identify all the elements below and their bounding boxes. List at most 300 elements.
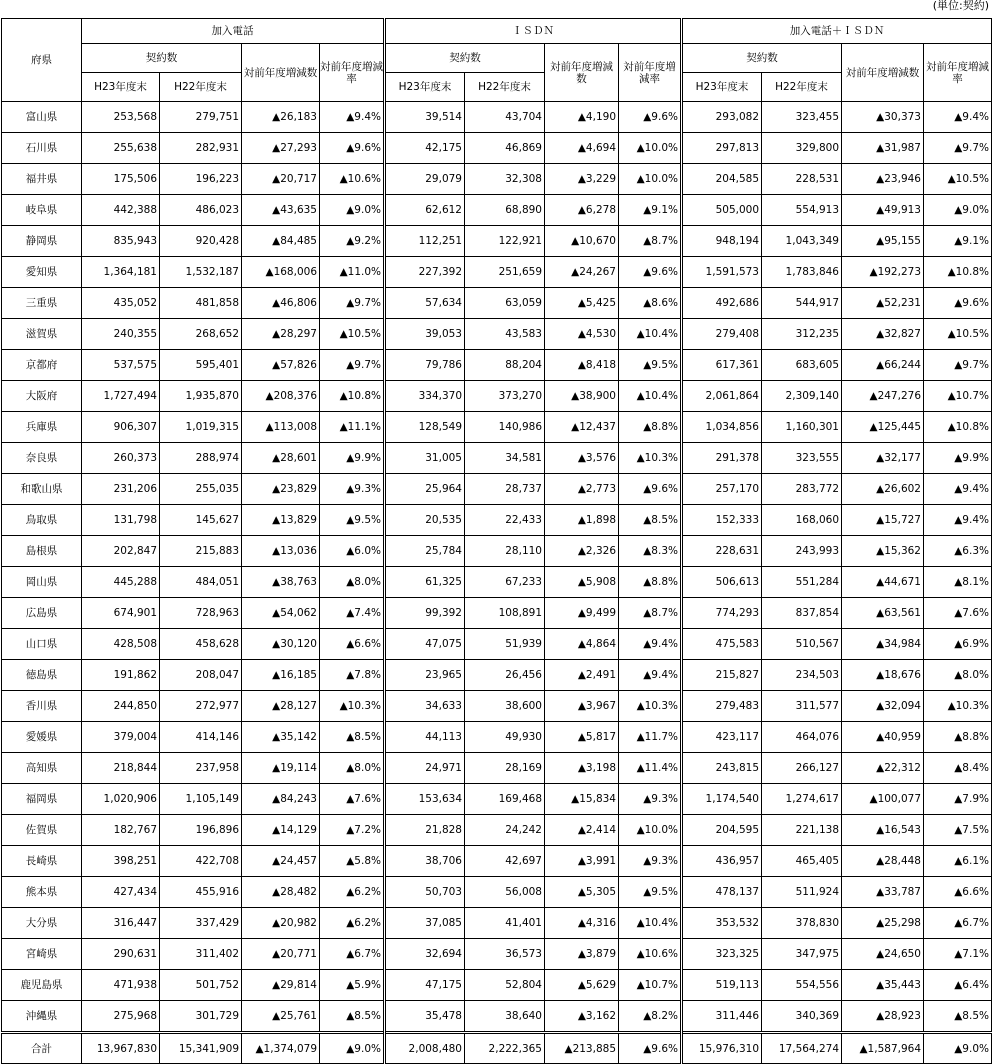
cell-isdn-h23: 50,703 — [385, 877, 465, 908]
cell-isdn-rate: ▲10.4% — [619, 319, 682, 350]
cell-pref-name: 徳島県 — [2, 660, 82, 691]
table-row — [2, 908, 992, 939]
cell-total-diff: ▲28,923 — [842, 1001, 924, 1033]
cell-isdn-h23: 25,784 — [385, 536, 465, 567]
cell-total-diff: ▲33,787 — [842, 877, 924, 908]
cell-total-diff: ▲100,077 — [842, 784, 924, 815]
cell-total-h23: 506,613 — [682, 567, 762, 598]
cell-total-rate: ▲8.5% — [924, 1001, 992, 1033]
cell-phone-rate: ▲11.0% — [320, 257, 385, 288]
header-h23: H23年度末 — [82, 73, 160, 102]
cell-isdn-diff: ▲3,991 — [545, 846, 619, 877]
cell-phone-h22: 337,429 — [160, 908, 242, 939]
cell-isdn-h23: 25,964 — [385, 474, 465, 505]
cell-total-h22: 510,567 — [762, 629, 842, 660]
cell-isdn-diff: ▲15,834 — [545, 784, 619, 815]
header-group-phone: 加入電話 — [82, 19, 385, 44]
cell-isdn-h22: 373,270 — [465, 381, 545, 412]
cell-total-diff: ▲63,561 — [842, 598, 924, 629]
cell-total-h23: 257,170 — [682, 474, 762, 505]
cell-phone-diff: ▲14,129 — [242, 815, 320, 846]
cell-phone-h23: 175,506 — [82, 164, 160, 195]
cell-total-h23: 436,957 — [682, 846, 762, 877]
table-row — [2, 102, 992, 133]
cell-total-h22: 1,783,846 — [762, 257, 842, 288]
cell-total-h23: 1,174,540 — [682, 784, 762, 815]
cell-pref-name: 奈良県 — [2, 443, 82, 474]
cell-isdn-h22: 51,939 — [465, 629, 545, 660]
cell-isdn-h22: 41,401 — [465, 908, 545, 939]
cell-phone-rate: ▲10.5% — [320, 319, 385, 350]
cell-total-h23: 279,408 — [682, 319, 762, 350]
cell-total-h22: 544,917 — [762, 288, 842, 319]
cell-phone-rate: ▲10.6% — [320, 164, 385, 195]
cell-total-rate: ▲10.7% — [924, 381, 992, 412]
cell-phone-rate: ▲8.0% — [320, 753, 385, 784]
cell-phone-h23: 906,307 — [82, 412, 160, 443]
cell-phone-h22: 920,428 — [160, 226, 242, 257]
cell-isdn-rate: ▲9.6% — [619, 102, 682, 133]
cell-phone-diff: ▲84,485 — [242, 226, 320, 257]
cell-isdn-rate: ▲8.7% — [619, 226, 682, 257]
cell-isdn-h23: 39,514 — [385, 102, 465, 133]
cell-phone-h22: 458,628 — [160, 629, 242, 660]
cell-phone-diff: ▲20,771 — [242, 939, 320, 970]
cell-isdn-h23: 39,053 — [385, 319, 465, 350]
cell-pref-name: 佐賀県 — [2, 815, 82, 846]
header-h22: H22年度末 — [465, 73, 545, 102]
cell-total-h22: 837,854 — [762, 598, 842, 629]
cell-isdn-diff: ▲3,162 — [545, 1001, 619, 1033]
cell-total-h22: 243,993 — [762, 536, 842, 567]
cell-isdn-diff: ▲3,198 — [545, 753, 619, 784]
cell-pref-name: 島根県 — [2, 536, 82, 567]
cell-isdn-h22: 88,204 — [465, 350, 545, 381]
cell-pref-name: 愛知県 — [2, 257, 82, 288]
cell-phone-h22: 486,023 — [160, 195, 242, 226]
header-diff: 対前年度増減数 — [242, 44, 320, 102]
cell-phone-h22: 481,858 — [160, 288, 242, 319]
cell-phone-h22: 595,401 — [160, 350, 242, 381]
cell-total-h22: 1,043,349 — [762, 226, 842, 257]
cell-phone-h22: 728,963 — [160, 598, 242, 629]
cell-phone-h22: 15,341,909 — [160, 1033, 242, 1064]
header-group-combined: 加入電話＋ＩＳＤＮ — [682, 19, 992, 44]
cell-phone-rate: ▲9.0% — [320, 1033, 385, 1064]
cell-phone-h23: 218,844 — [82, 753, 160, 784]
cell-total-rate: ▲9.0% — [924, 195, 992, 226]
cell-isdn-h22: 38,640 — [465, 1001, 545, 1033]
cell-phone-diff: ▲20,982 — [242, 908, 320, 939]
table-body — [2, 102, 992, 1064]
cell-isdn-h23: 31,005 — [385, 443, 465, 474]
table-row — [2, 598, 992, 629]
cell-isdn-h23: 32,694 — [385, 939, 465, 970]
cell-total-h23: 228,631 — [682, 536, 762, 567]
cell-isdn-h22: 63,059 — [465, 288, 545, 319]
cell-isdn-diff: ▲213,885 — [545, 1033, 619, 1064]
cell-phone-rate: ▲7.4% — [320, 598, 385, 629]
cell-total-diff: ▲49,913 — [842, 195, 924, 226]
cell-isdn-rate: ▲8.5% — [619, 505, 682, 536]
cell-total-diff: ▲125,445 — [842, 412, 924, 443]
cell-isdn-rate: ▲8.6% — [619, 288, 682, 319]
cell-phone-rate: ▲6.2% — [320, 908, 385, 939]
cell-total-rate: ▲6.6% — [924, 877, 992, 908]
cell-pref-name: 長崎県 — [2, 846, 82, 877]
cell-pref-name: 和歌山県 — [2, 474, 82, 505]
cell-isdn-diff: ▲3,967 — [545, 691, 619, 722]
table-row — [2, 877, 992, 908]
cell-phone-rate: ▲6.7% — [320, 939, 385, 970]
cell-phone-h22: 301,729 — [160, 1001, 242, 1033]
cell-isdn-rate: ▲11.7% — [619, 722, 682, 753]
cell-phone-diff: ▲19,114 — [242, 753, 320, 784]
cell-isdn-diff: ▲4,864 — [545, 629, 619, 660]
cell-pref-name: 京都府 — [2, 350, 82, 381]
cell-isdn-h22: 46,869 — [465, 133, 545, 164]
table-row — [2, 474, 992, 505]
cell-isdn-h22: 32,308 — [465, 164, 545, 195]
cell-isdn-h23: 42,175 — [385, 133, 465, 164]
cell-total-h22: 511,924 — [762, 877, 842, 908]
cell-phone-h23: 835,943 — [82, 226, 160, 257]
cell-phone-h22: 1,532,187 — [160, 257, 242, 288]
cell-total-h22: 554,913 — [762, 195, 842, 226]
cell-isdn-diff: ▲1,898 — [545, 505, 619, 536]
cell-isdn-h23: 79,786 — [385, 350, 465, 381]
cell-phone-rate: ▲7.6% — [320, 784, 385, 815]
table-row — [2, 226, 992, 257]
cell-phone-rate: ▲9.2% — [320, 226, 385, 257]
cell-total-h23: 1,591,573 — [682, 257, 762, 288]
cell-pref-name: 熊本県 — [2, 877, 82, 908]
cell-isdn-diff: ▲2,491 — [545, 660, 619, 691]
cell-phone-diff: ▲84,243 — [242, 784, 320, 815]
cell-isdn-h22: 28,169 — [465, 753, 545, 784]
header-rate: 対前年度増減率 — [320, 44, 385, 102]
cell-phone-rate: ▲8.5% — [320, 722, 385, 753]
cell-phone-diff: ▲1,374,079 — [242, 1033, 320, 1064]
cell-phone-h22: 1,019,315 — [160, 412, 242, 443]
cell-pref-name: 福井県 — [2, 164, 82, 195]
cell-total-h22: 465,405 — [762, 846, 842, 877]
cell-isdn-h22: 43,704 — [465, 102, 545, 133]
cell-total-h22: 1,274,617 — [762, 784, 842, 815]
cell-total-h23: 279,483 — [682, 691, 762, 722]
cell-phone-h22: 484,051 — [160, 567, 242, 598]
cell-isdn-h23: 334,370 — [385, 381, 465, 412]
cell-isdn-h23: 37,085 — [385, 908, 465, 939]
cell-phone-rate: ▲9.5% — [320, 505, 385, 536]
cell-phone-diff: ▲46,806 — [242, 288, 320, 319]
table-row — [2, 784, 992, 815]
cell-isdn-diff: ▲4,694 — [545, 133, 619, 164]
cell-total-h23: 204,595 — [682, 815, 762, 846]
cell-phone-rate: ▲9.7% — [320, 288, 385, 319]
cell-total-rate: ▲8.4% — [924, 753, 992, 784]
cell-phone-diff: ▲30,120 — [242, 629, 320, 660]
table-row — [2, 846, 992, 877]
cell-total-rate: ▲9.0% — [924, 1033, 992, 1064]
cell-phone-h23: 290,631 — [82, 939, 160, 970]
header-h22: H22年度末 — [160, 73, 242, 102]
cell-phone-rate: ▲8.5% — [320, 1001, 385, 1033]
cell-phone-h23: 442,388 — [82, 195, 160, 226]
cell-phone-rate: ▲9.9% — [320, 443, 385, 474]
cell-isdn-h23: 24,971 — [385, 753, 465, 784]
cell-isdn-diff: ▲4,190 — [545, 102, 619, 133]
cell-isdn-h23: 227,392 — [385, 257, 465, 288]
cell-total-h22: 554,556 — [762, 970, 842, 1001]
cell-total-diff: ▲32,177 — [842, 443, 924, 474]
header-h22: H22年度末 — [762, 73, 842, 102]
cell-total-rate: ▲10.5% — [924, 164, 992, 195]
cell-total-diff: ▲32,094 — [842, 691, 924, 722]
cell-pref-name: 福岡県 — [2, 784, 82, 815]
cell-isdn-diff: ▲3,229 — [545, 164, 619, 195]
cell-isdn-h23: 35,478 — [385, 1001, 465, 1033]
cell-isdn-h22: 28,737 — [465, 474, 545, 505]
cell-total-h23: 505,000 — [682, 195, 762, 226]
cell-isdn-rate: ▲10.0% — [619, 133, 682, 164]
cell-total-h23: 423,117 — [682, 722, 762, 753]
cell-phone-h23: 1,727,494 — [82, 381, 160, 412]
cell-isdn-rate: ▲10.0% — [619, 815, 682, 846]
cell-isdn-rate: ▲11.4% — [619, 753, 682, 784]
cell-total-diff: ▲28,448 — [842, 846, 924, 877]
cell-total-rate: ▲7.5% — [924, 815, 992, 846]
cell-total-diff: ▲95,155 — [842, 226, 924, 257]
cell-isdn-h23: 128,549 — [385, 412, 465, 443]
cell-total-h22: 340,369 — [762, 1001, 842, 1033]
cell-phone-diff: ▲13,829 — [242, 505, 320, 536]
cell-total-diff: ▲40,959 — [842, 722, 924, 753]
cell-isdn-diff: ▲5,908 — [545, 567, 619, 598]
table-row — [2, 288, 992, 319]
cell-phone-rate: ▲8.0% — [320, 567, 385, 598]
cell-isdn-rate: ▲9.3% — [619, 784, 682, 815]
cell-phone-rate: ▲10.8% — [320, 381, 385, 412]
cell-isdn-diff: ▲24,267 — [545, 257, 619, 288]
cell-isdn-rate: ▲8.3% — [619, 536, 682, 567]
cell-isdn-rate: ▲9.5% — [619, 877, 682, 908]
cell-phone-h23: 131,798 — [82, 505, 160, 536]
cell-total-rate: ▲9.7% — [924, 350, 992, 381]
cell-isdn-h22: 38,600 — [465, 691, 545, 722]
cell-pref-name: 富山県 — [2, 102, 82, 133]
cell-phone-diff: ▲208,376 — [242, 381, 320, 412]
cell-pref-name: 鹿児島県 — [2, 970, 82, 1001]
cell-total-rate: ▲8.8% — [924, 722, 992, 753]
cell-isdn-rate: ▲9.6% — [619, 257, 682, 288]
cell-phone-rate: ▲9.0% — [320, 195, 385, 226]
cell-total-h23: 311,446 — [682, 1001, 762, 1033]
cell-isdn-h22: 34,581 — [465, 443, 545, 474]
cell-total-h22: 347,975 — [762, 939, 842, 970]
cell-isdn-rate: ▲10.3% — [619, 691, 682, 722]
cell-isdn-h23: 153,634 — [385, 784, 465, 815]
cell-total-h23: 475,583 — [682, 629, 762, 660]
cell-isdn-h23: 61,325 — [385, 567, 465, 598]
cell-isdn-diff: ▲3,576 — [545, 443, 619, 474]
cell-phone-diff: ▲54,062 — [242, 598, 320, 629]
cell-isdn-diff: ▲10,670 — [545, 226, 619, 257]
cell-total-h22: 378,830 — [762, 908, 842, 939]
cell-isdn-h23: 44,113 — [385, 722, 465, 753]
cell-phone-h23: 202,847 — [82, 536, 160, 567]
cell-total-h23: 293,082 — [682, 102, 762, 133]
cell-isdn-h23: 2,008,480 — [385, 1033, 465, 1064]
cell-total-diff: ▲25,298 — [842, 908, 924, 939]
cell-total-h23: 215,827 — [682, 660, 762, 691]
cell-phone-h23: 253,568 — [82, 102, 160, 133]
cell-phone-diff: ▲27,293 — [242, 133, 320, 164]
cell-phone-h22: 1,935,870 — [160, 381, 242, 412]
cell-phone-rate: ▲7.8% — [320, 660, 385, 691]
cell-isdn-rate: ▲9.4% — [619, 660, 682, 691]
cell-pref-name: 兵庫県 — [2, 412, 82, 443]
cell-phone-rate: ▲11.1% — [320, 412, 385, 443]
cell-total-diff: ▲30,373 — [842, 102, 924, 133]
cell-total-diff: ▲35,443 — [842, 970, 924, 1001]
table-row — [2, 412, 992, 443]
cell-phone-h23: 191,862 — [82, 660, 160, 691]
cell-isdn-h23: 112,251 — [385, 226, 465, 257]
table-row — [2, 815, 992, 846]
table-row — [2, 1001, 992, 1033]
cell-pref-name: 鳥取県 — [2, 505, 82, 536]
table-row — [2, 939, 992, 970]
cell-total-h23: 774,293 — [682, 598, 762, 629]
table-total-row — [2, 1033, 992, 1064]
cell-total-diff: ▲44,671 — [842, 567, 924, 598]
cell-pref-name: 石川県 — [2, 133, 82, 164]
cell-phone-h22: 196,223 — [160, 164, 242, 195]
cell-isdn-diff: ▲3,879 — [545, 939, 619, 970]
cell-isdn-h22: 68,890 — [465, 195, 545, 226]
cell-isdn-rate: ▲8.2% — [619, 1001, 682, 1033]
cell-isdn-diff: ▲38,900 — [545, 381, 619, 412]
cell-phone-rate: ▲6.2% — [320, 877, 385, 908]
cell-total-rate: ▲8.0% — [924, 660, 992, 691]
cell-phone-h22: 215,883 — [160, 536, 242, 567]
cell-total-rate: ▲9.1% — [924, 226, 992, 257]
cell-total-h22: 311,577 — [762, 691, 842, 722]
cell-phone-rate: ▲9.6% — [320, 133, 385, 164]
cell-isdn-h22: 42,697 — [465, 846, 545, 877]
cell-phone-diff: ▲57,826 — [242, 350, 320, 381]
cell-isdn-diff: ▲5,629 — [545, 970, 619, 1001]
cell-total-rate: ▲9.7% — [924, 133, 992, 164]
cell-phone-h22: 268,652 — [160, 319, 242, 350]
cell-isdn-h22: 169,468 — [465, 784, 545, 815]
table-row — [2, 164, 992, 195]
cell-isdn-h22: 22,433 — [465, 505, 545, 536]
cell-phone-h23: 674,901 — [82, 598, 160, 629]
cell-total-h22: 329,800 — [762, 133, 842, 164]
cell-phone-h23: 240,355 — [82, 319, 160, 350]
cell-total-rate: ▲6.9% — [924, 629, 992, 660]
cell-total-h22: 464,076 — [762, 722, 842, 753]
cell-phone-h23: 427,434 — [82, 877, 160, 908]
cell-isdn-h22: 56,008 — [465, 877, 545, 908]
unit-label: (単位:契約) — [932, 0, 989, 12]
table-row — [2, 257, 992, 288]
cell-isdn-h23: 38,706 — [385, 846, 465, 877]
cell-isdn-h23: 62,612 — [385, 195, 465, 226]
cell-total-rate: ▲9.4% — [924, 474, 992, 505]
contracts-table — [1, 18, 992, 1064]
header-diff: 対前年度増減数 — [545, 44, 619, 102]
cell-phone-h23: 379,004 — [82, 722, 160, 753]
cell-phone-h22: 255,035 — [160, 474, 242, 505]
cell-phone-h23: 275,968 — [82, 1001, 160, 1033]
cell-phone-diff: ▲28,297 — [242, 319, 320, 350]
cell-isdn-h23: 34,633 — [385, 691, 465, 722]
table-row — [2, 567, 992, 598]
cell-total-h22: 551,284 — [762, 567, 842, 598]
cell-total-rate: ▲10.3% — [924, 691, 992, 722]
cell-isdn-rate: ▲8.7% — [619, 598, 682, 629]
cell-phone-rate: ▲6.6% — [320, 629, 385, 660]
cell-pref-name: 沖縄県 — [2, 1001, 82, 1033]
cell-phone-h22: 145,627 — [160, 505, 242, 536]
cell-total-rate: ▲10.8% — [924, 412, 992, 443]
cell-phone-h23: 182,767 — [82, 815, 160, 846]
cell-phone-diff: ▲35,142 — [242, 722, 320, 753]
cell-isdn-h23: 47,175 — [385, 970, 465, 1001]
cell-isdn-diff: ▲12,437 — [545, 412, 619, 443]
cell-total-rate: ▲8.1% — [924, 567, 992, 598]
cell-phone-diff: ▲168,006 — [242, 257, 320, 288]
cell-phone-h23: 435,052 — [82, 288, 160, 319]
cell-phone-h23: 260,373 — [82, 443, 160, 474]
table-row — [2, 753, 992, 784]
cell-pref-name: 広島県 — [2, 598, 82, 629]
cell-total-h23: 15,976,310 — [682, 1033, 762, 1064]
cell-isdn-rate: ▲9.5% — [619, 350, 682, 381]
cell-total-h22: 234,503 — [762, 660, 842, 691]
cell-phone-h22: 279,751 — [160, 102, 242, 133]
cell-phone-h23: 445,288 — [82, 567, 160, 598]
cell-phone-h22: 272,977 — [160, 691, 242, 722]
table-row — [2, 691, 992, 722]
cell-total-rate: ▲6.3% — [924, 536, 992, 567]
cell-phone-diff: ▲16,185 — [242, 660, 320, 691]
cell-total-rate: ▲7.1% — [924, 939, 992, 970]
header-contracts: 契約数 — [82, 44, 242, 73]
cell-isdn-h22: 52,804 — [465, 970, 545, 1001]
cell-pref-name: 三重県 — [2, 288, 82, 319]
cell-total-diff: ▲24,650 — [842, 939, 924, 970]
cell-isdn-h22: 122,921 — [465, 226, 545, 257]
cell-phone-h23: 255,638 — [82, 133, 160, 164]
cell-total-h23: 204,585 — [682, 164, 762, 195]
cell-isdn-diff: ▲5,305 — [545, 877, 619, 908]
cell-phone-h23: 244,850 — [82, 691, 160, 722]
cell-isdn-h22: 140,986 — [465, 412, 545, 443]
cell-isdn-rate: ▲10.0% — [619, 164, 682, 195]
cell-phone-h22: 288,974 — [160, 443, 242, 474]
cell-phone-h22: 455,916 — [160, 877, 242, 908]
cell-phone-h22: 196,896 — [160, 815, 242, 846]
cell-phone-h23: 537,575 — [82, 350, 160, 381]
cell-isdn-diff: ▲9,499 — [545, 598, 619, 629]
cell-total-h22: 323,555 — [762, 443, 842, 474]
cell-phone-diff: ▲29,814 — [242, 970, 320, 1001]
cell-isdn-h23: 23,965 — [385, 660, 465, 691]
